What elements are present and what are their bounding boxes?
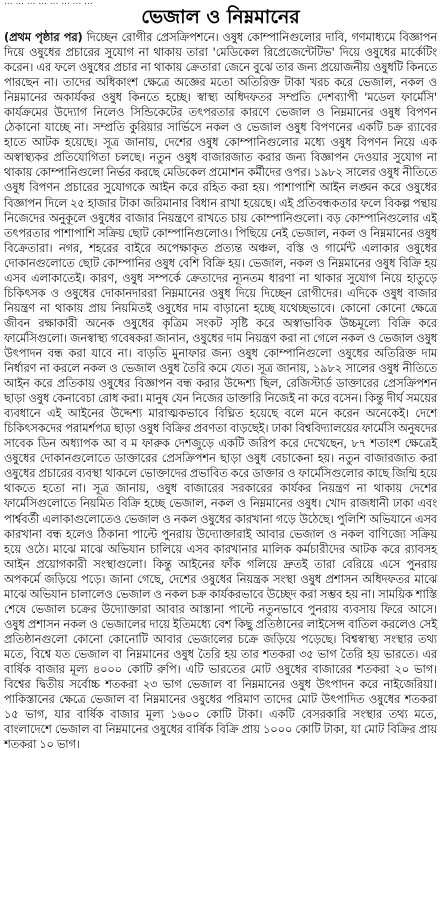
article-body	[4, 30, 437, 752]
continuation-tag: (প্রথম পৃষ্ঠার পর)	[4, 30, 83, 44]
article-headline: ভেজাল ও নিম্নমানের	[141, 6, 300, 28]
article-body-text: দিচ্ছেন রোগীর প্রেসক্রিপশনে। ওষুধ কোম্পানিগুলোর দাবি, গণমাধ্যমে বিজ্ঞাপন দিয়ে ওষুধের প্রচারের সুযোগ না থাকায় তারা 'মেডিকেল রিপ্রেজেন্টেটিভ' দিয়ে ওষুধের মার্কেটিং করেন। এর ফলে ওষুধের প্রচার না থাকায় ক্রেতারা জেনে বুঝে তার জন্য প্রয়োজনীয় ওষুধটি কিনতে পারছেন না। তাদের অধিকাংশ ক্ষেত্রে অজ্ঞের মতো অতিরিক্ত টাকা খরচ করে ভেজাল, নকল ও নিম্নমানের অকার্যকর ওষুধ কিনতে হচ্ছে। স্বাস্থ্য অধিদফতর সম্প্রতি দেশব্যাপী 'মডেল ফার্মেসি' কার্যক্রমের উদ্যোগ নিলেও সিন্ডিকেটের তৎপরতার কারণে ভেজাল ও নিম্নমানের ওষুধ বিপণন ঠেকানো যাচ্ছে না। সম্প্রতি কুরিয়ার সার্ভিসে নকল ও ভেজাল ওষুধ বিপণনের একটি চক্র র‌্যাবের হাতে আটক হয়েছে। সূত্র জানায়, দেশের ওষুধ কোম্পানিগুলোর মধ্যে ওষুধ বিপণন নিয়ে এক অস্বাস্থ্যকর প্রতিযোগিতা চলছে। নতুন ওষুধ বাজারজাত করার জন্য বিজ্ঞাপন দেওয়ার সুযোগ না থাকায় কোম্পানিগুলো নির্ভর করছে মেডিকেল প্রমোশন কর্মীদের ওপর। ১৯৮২ সালের ওষুধ নীতিতে ওষুধ বিপণন প্রচারের সুযোগকে আইন করে রহিত করা হয়। পাশাপাশি আইন লঙ্ঘন করে ওষুধের বিজ্ঞাপন দিলে ২৫ হাজার টাকা জরিমানার বিধান রাখা হয়েছে। এই প্রতিবন্ধকতার ফলে বিকল্প পন্থায় নিজেদের অনুকূলে ওষুধের বাজার নিয়ন্ত্রণে রাখতে চায় কোম্পানিগুলো। বড় কোম্পানিগুলোর এই তৎপরতার পাশাপাশি সক্রিয় ছোট কোম্পানিগুলোও। পিছিয়ে নেই ভেজাল, নকল ও নিম্নমানের ওষুধ বিক্রেতারা। নগর, শহরের বাইরে অপেক্ষাকৃত প্রত্যন্ত অঞ্চল, বস্তি ও গার্মেন্ট এলাকার ওষুধের দোকানগুলোতে ছোট কোম্পানির ওষুধ বেশি বিক্রি হয়। ভেজাল, নকল ও নিম্নমানের ওষুধ বিক্রি হয় এসব এলাকাতেই। কারণ, ওষুধ সম্পর্কে ক্রেতাদের ন্যূনতম ধারণা না থাকার সুযোগ নিয়ে হাতুড়ে চিকিৎসক ও ওষুধের দোকানদাররা নিম্নমানের ওষুধ দিয়ে দিচ্ছেন রোগীদের। এদিকে ওষুধ বাজার নিয়ন্ত্রণ না থাকায় প্রায় নিয়মিতই ওষুধের দাম বাড়ানো হচ্ছে যথেচ্ছভাবে। কোনো কোনো ক্ষেত্রে জীবন রক্ষাকারী অনেক ওষুধের কৃত্রিম সংকট সৃষ্টি করে অস্বাভাবিক উচ্চমূল্যে বিক্রি করে ফার্মেসিগুলো। জনস্বাস্থ্য গবেষকরা জানান, ওষুধের দাম নিয়ন্ত্রণ করা না গেলে নকল ও ভেজাল ওষুধ উৎপাদন বন্ধ করা যাবে না। বাড়তি মুনাফার জন্য ওষুধ কোম্পানিগুলো ওষুধের অতিরিক্ত দাম নির্ধারণ না করলে নকল ও ভেজাল ওষুধ তৈরি কমে যেত। সূত্র জানায়, ১৯৮২ সালের ওষুধ নীতিতে আইন করে প্রতিকায় ওষুধের বিজ্ঞাপন বন্ধ করার উদ্দেশ্য ছিল, রেজিস্টার্ড ডাক্তারের প্রেসক্রিপশন ছাড়া ওষুধ কেনাবেচা রোধ করা। মানুষ যেন নিজের ডাক্তারি নিজেই না করে বসেন। কিন্তু দীর্ঘ সময়ের ব্যবধানে এই আইনের উদ্দেশ্য মারাত্মকভাবে বিঘ্নিত হয়েছে বলে মনে করেন অনেকেই। দেশে চিকিৎসকদের পরামর্শপত্র ছাড়া ওষুধ বিক্রির প্রবণতা বাড়ছেই। ঢাকা বিশ্ববিদ্যালয়ের ফার্মেসি অনুষদের সাবেক ডিন অধ্যাপক আ ব ম ফারুক দেশজুড়ে একটি জরিপ করে দেখেছেন, ৮৭ শতাংশ ক্ষেত্রেই ওষুধের দোকানগুলোতে ডাক্তারের প্রেসক্রিপশন ছাড়া ওষুধ বেচাকেনা হয়। নতুন বাজারজাত করা ওষুধের প্রচারের ব্যবস্থা থাকলে ভোক্তাদের প্রভাবিত করে ডাক্তার ও ফার্মেসিগুলোর কাছে জিম্মি হয়ে থাকতে হতো না। সূত্র জানায়, ওষুধ বাজারের সরকারের কার্যকর নিয়ন্ত্রণ না থাকায় দেশের ফার্মেসিগুলোতে নিয়মিত বিক্রি হচ্ছে ভেজাল, নকল ও নিম্নমানের ওষুধ। খোদ রাজধানী ঢাকা এবং পার্শ্ববর্তী এলাকাগুলোতেও ভেজাল ও নকল ওষুধের কারখানা গড়ে উঠেছে। পুলিশি অভিযানে এসব কারখানা বন্ধ হলেও ঠিকানা পাল্টে পুনরায় উদ্যোক্তারাই আবার ভেজাল ও নকল বাণিজ্যে সক্রিয় হয়ে ওঠে। মাঝে মাঝে অভিযান চালিয়ে এসব কারখানার মালিক কর্মচারীদের আটক করে র‌্যাবসহ আইন প্রয়োগকারী সংস্থাগুলো। কিন্তু আইনের ফাঁক গলিয়ে দ্রুতই তারা বেরিয়ে এসে পুনরায় অপকর্মে জড়িয়ে পড়ে। জানা গেছে, দেশের ওষুধের নিয়ন্ত্রক সংস্থা ওষুধ প্রশাসন অধিদফতর মাঝে মাঝে অভিযান চালালেও ভেজাল ও নকল চক্র কার্যকরভাবে উচ্ছেদ করা সম্ভব হয় না। সাময়িক শাস্তি শেষে ভেজাল চক্রের উদ্যোক্তারা আবার আস্তানা পাল্টে নতুনভাবে পুনরায় ব্যবসায় ফিরে আসে। ওষুধ প্রশাসন নকল ও ভেজালের দায়ে ইতিমধ্যে বেশ কিছু প্রতিষ্ঠানের লাইসেন্স বাতিল করলেও সেই প্রতিষ্ঠানগুলো কোনো কোনোটি আবার ভেজালের চক্রে জড়িয়ে পড়েছে। বিশ্বস্বাস্থ্য সংস্থার তথ্য মতে, বিশ্বে যত ভেজাল বা নিম্নমানের ওষুধ তৈরি হয় তার শতকরা ৩৫ ভাগ তৈরি হয় ভারতে। এর বার্ষিক বাজার মূল্য ৪০০০ কোটি রুপি। এটি ভারতের মোট ওষুধের বাজারের শতকরা ২০ ভাগ। বিশ্বের দ্বিতীয় সর্বোচ্চ শতকরা ২৩ ভাগ ভেজাল বা নিম্নমানের ওষুধ উৎপাদন করে নাইজেরিয়া। পাকিস্তানের ক্ষেত্রে ভেজাল বা নিম্নমানের ওষুধের পরিমাণ তাদের মোট উৎপাদিত ওষুধের শতকরা ১৫ ভাগ, যার বার্ষিক বাজার মূল্য ১৬০০ কোটি টাকা। একটি বেসরকারি সংস্থার তথ্য মতে, বাংলাদেশে ভেজাল বা নিম্নমানের ওষুধের বার্ষিক বিক্রি প্রায় ১০০০ কোটি টাকা, যা মোট বিক্রির প্রায় শতকরা ১০ ভাগ।	[4, 30, 437, 752]
cropped-previous-line: ... ... ... ... ... ... ... ...	[4, 0, 93, 5]
